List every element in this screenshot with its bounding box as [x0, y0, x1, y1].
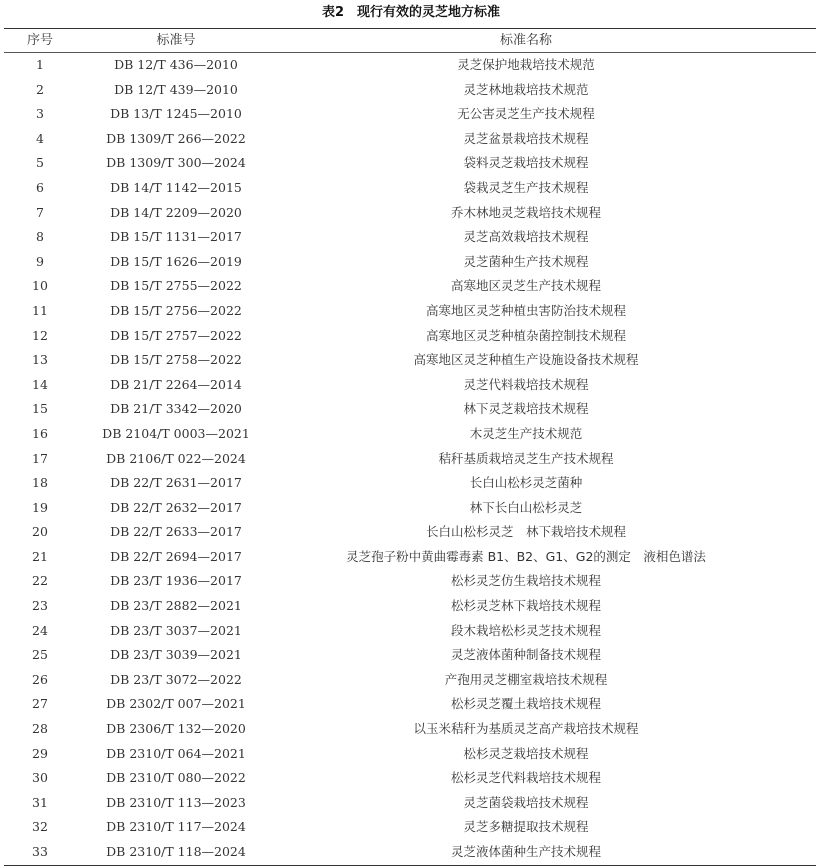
- row-code: DB 15/T 1131—2017: [110, 229, 242, 245]
- row-name: 秸秆基质栽培灵芝生产技术规程: [438, 450, 614, 466]
- table-row: [4, 692, 816, 717]
- row-no: 18: [32, 475, 48, 491]
- row-code: DB 2310/T 117—2024: [106, 819, 246, 835]
- row-name: 袋栽灵芝生产技术规程: [463, 179, 589, 195]
- row-name: 灵芝多糖提取技术规程: [463, 819, 589, 835]
- row-code: DB 23/T 2882—2021: [110, 598, 242, 614]
- row-name: 乔木林地灵芝栽培技术规程: [450, 204, 601, 220]
- row-name: 木灵芝生产技术规范: [469, 425, 583, 441]
- table-row: [4, 643, 816, 668]
- row-code: DB 23/T 1936—2017: [110, 573, 242, 589]
- row-code: DB 22/T 2694—2017: [110, 548, 242, 564]
- row-name: 无公害灵芝生产技术规程: [457, 106, 595, 122]
- row-no: 23: [32, 598, 48, 614]
- row-no: 17: [32, 450, 48, 466]
- row-no: 5: [36, 155, 44, 171]
- row-name: 灵芝液体菌种生产技术规程: [450, 844, 601, 859]
- row-no: 7: [36, 204, 44, 220]
- row-name: 高寒地区灵芝种植虫害防治技术规程: [425, 302, 626, 318]
- table-row: [4, 250, 816, 275]
- row-no: 15: [32, 401, 48, 417]
- table-row: [4, 668, 816, 693]
- table-row: [4, 447, 816, 472]
- row-no: 20: [32, 524, 48, 540]
- row-no: 26: [32, 671, 48, 687]
- row-code: DB 15/T 2756—2022: [110, 302, 242, 318]
- row-name: 灵芝代料栽培技术规程: [463, 376, 589, 392]
- row-no: 13: [32, 352, 48, 368]
- row-code: DB 21/T 2264—2014: [110, 376, 242, 392]
- row-name: 袋料灵芝栽培技术规程: [463, 155, 589, 171]
- row-code: DB 2310/T 118—2024: [106, 844, 246, 859]
- row-name: 灵芝盆景栽培技术规程: [463, 130, 589, 146]
- table-row: [4, 324, 816, 349]
- row-name: 松杉灵芝栽培技术规程: [463, 745, 589, 761]
- standards-table: [4, 28, 816, 866]
- row-name: 灵芝林地栽培技术规范: [463, 81, 589, 97]
- row-no: 11: [32, 302, 48, 318]
- table-row: [4, 176, 816, 201]
- row-name: 灵芝菌袋栽培技术规程: [463, 794, 589, 810]
- row-code: DB 14/T 2209—2020: [110, 204, 242, 220]
- row-code: DB 22/T 2633—2017: [110, 524, 242, 540]
- row-name: 高寒地区灵芝种植杂菌控制技术规程: [425, 327, 626, 343]
- row-no: 25: [32, 647, 48, 663]
- row-name: 长白山松杉灵芝 林下栽培技术规程: [425, 524, 626, 540]
- row-name: 松杉灵芝代料栽培技术规程: [450, 770, 601, 786]
- row-no: 28: [32, 721, 48, 737]
- row-no: 4: [36, 130, 44, 146]
- table-row: [4, 201, 816, 226]
- row-no: 24: [32, 622, 48, 638]
- table-header-row: [4, 29, 816, 53]
- row-name: 以玉米秸秆为基质灵芝高产栽培技术规程: [413, 721, 639, 737]
- table-row: [4, 53, 816, 78]
- table-row: [4, 78, 816, 103]
- table-row: [4, 496, 816, 521]
- row-code: DB 15/T 2755—2022: [110, 278, 242, 294]
- row-no: 16: [32, 425, 48, 441]
- row-code: DB 2302/T 007—2021: [106, 696, 246, 712]
- row-code: DB 15/T 1626—2019: [110, 253, 242, 269]
- row-no: 8: [36, 229, 44, 245]
- row-code: DB 22/T 2631—2017: [110, 475, 242, 491]
- row-no: 33: [32, 844, 48, 859]
- row-name: 灵芝液体菌种制备技术规程: [450, 647, 601, 663]
- row-name: 松杉灵芝仿生栽培技术规程: [450, 573, 601, 589]
- row-code: DB 15/T 2758—2022: [110, 352, 242, 368]
- table-row: [4, 742, 816, 767]
- row-no: 22: [32, 573, 48, 589]
- row-name: 灵芝高效栽培技术规程: [463, 229, 589, 245]
- row-no: 10: [32, 278, 48, 294]
- row-name: 松杉灵芝林下栽培技术规程: [450, 598, 601, 614]
- row-code: DB 21/T 3342—2020: [110, 401, 242, 417]
- row-code: DB 15/T 2757—2022: [110, 327, 242, 343]
- table-row: [4, 619, 816, 644]
- row-no: 19: [32, 499, 48, 515]
- header-code: 标准号: [156, 33, 196, 48]
- table-body: [4, 53, 816, 865]
- table-row: [4, 840, 816, 865]
- row-name: 高寒地区灵芝生产技术规程: [450, 278, 601, 294]
- table-row: [4, 274, 816, 299]
- row-code: DB 2104/T 0003—2021: [102, 425, 250, 441]
- row-no: 32: [32, 819, 48, 835]
- table-row: [4, 594, 816, 619]
- row-code: DB 2310/T 113—2023: [106, 794, 246, 810]
- table-row: [4, 766, 816, 791]
- table-caption: 表2 现行有效的灵芝地方标准: [321, 5, 501, 20]
- row-no: 3: [36, 106, 44, 122]
- row-code: DB 22/T 2632—2017: [110, 499, 242, 515]
- table-row: [4, 520, 816, 545]
- table-row: [4, 422, 816, 447]
- table-row: [4, 102, 816, 127]
- table-row: [4, 791, 816, 816]
- table-row: [4, 299, 816, 324]
- header-no: 序号: [26, 33, 53, 48]
- row-no: 31: [32, 794, 48, 810]
- table-row: [4, 373, 816, 398]
- row-code: DB 13/T 1245—2010: [110, 106, 242, 122]
- row-code: DB 23/T 3039—2021: [110, 647, 242, 663]
- row-no: 2: [36, 81, 44, 97]
- row-name: 灵芝孢子粉中黄曲霉毒素 B1、B2、G1、G2的测定 液相色谱法: [346, 548, 706, 564]
- table-row: [4, 471, 816, 496]
- row-code: DB 1309/T 266—2022: [106, 130, 246, 146]
- row-no: 1: [36, 57, 44, 72]
- row-name: 产孢用灵芝棚室栽培技术规程: [444, 671, 608, 687]
- row-code: DB 2106/T 022—2024: [106, 450, 246, 466]
- row-code: DB 12/T 439—2010: [114, 81, 238, 97]
- row-code: DB 2306/T 132—2020: [106, 721, 246, 737]
- table-row: [4, 127, 816, 152]
- table-row: [4, 151, 816, 176]
- row-no: 6: [36, 179, 44, 195]
- table-row: [4, 348, 816, 373]
- table-row: [4, 815, 816, 840]
- header-name: 标准名称: [499, 33, 552, 48]
- row-code: DB 2310/T 080—2022: [106, 770, 246, 786]
- row-no: 21: [32, 548, 48, 564]
- row-code: DB 1309/T 300—2024: [106, 155, 246, 171]
- row-code: DB 14/T 1142—2015: [110, 179, 242, 195]
- row-no: 12: [32, 327, 48, 343]
- row-name: 林下灵芝栽培技术规程: [463, 401, 589, 417]
- table-row: [4, 545, 816, 570]
- row-name: 长白山松杉灵芝菌种: [469, 475, 583, 491]
- row-name: 林下长白山松杉灵芝: [469, 499, 583, 515]
- table-row: [4, 225, 816, 250]
- row-no: 9: [36, 253, 44, 269]
- row-code: DB 23/T 3072—2022: [110, 671, 242, 687]
- row-code: DB 12/T 436—2010: [114, 57, 238, 72]
- row-no: 14: [32, 376, 48, 392]
- row-no: 30: [32, 770, 48, 786]
- table-row: [4, 717, 816, 742]
- table-row: [4, 569, 816, 594]
- row-code: DB 23/T 3037—2021: [110, 622, 242, 638]
- row-name: 灵芝保护地栽培技术规范: [457, 57, 595, 72]
- row-no: 27: [32, 696, 48, 712]
- row-code: DB 2310/T 064—2021: [106, 745, 246, 761]
- row-name: 高寒地区灵芝种植生产设施设备技术规程: [413, 352, 639, 368]
- row-no: 29: [32, 745, 48, 761]
- row-name: 灵芝菌种生产技术规程: [463, 253, 589, 269]
- row-name: 松杉灵芝覆土栽培技术规程: [450, 696, 601, 712]
- table-row: [4, 397, 816, 422]
- row-name: 段木栽培松杉灵芝技术规程: [450, 622, 601, 638]
